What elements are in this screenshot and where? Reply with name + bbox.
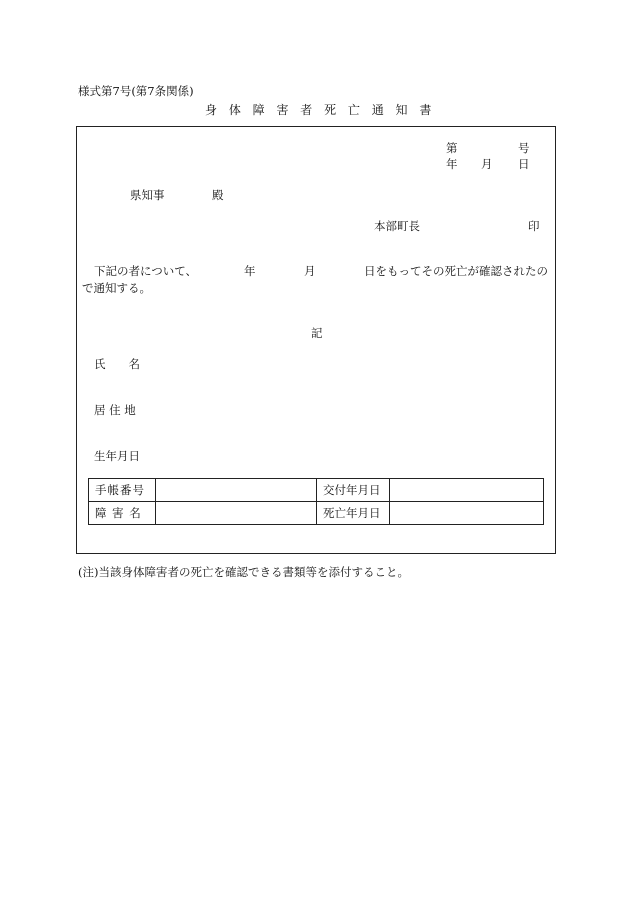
- info-table: [88, 478, 544, 525]
- disability-name-field[interactable]: [156, 502, 317, 525]
- issue-date-label: 交付年月日: [317, 479, 390, 502]
- number-go: 号: [518, 141, 530, 155]
- ki-label: 記: [311, 326, 323, 340]
- sender-title: 本部町長: [374, 219, 420, 233]
- name-label: 氏 名: [94, 357, 140, 371]
- footnote: (注)当該身体障害者の死亡を確認できる書類等を添付すること。: [78, 565, 409, 579]
- form-id: 様式第7号(第7条関係): [78, 84, 194, 98]
- body-prefix: 下記の者について、: [94, 264, 198, 278]
- body-month: 月: [304, 264, 316, 278]
- body-suffix: 日をもってその死亡が確認されたの: [364, 264, 548, 278]
- birthdate-label: 生年月日: [94, 449, 140, 463]
- seal-mark: 印: [528, 219, 540, 233]
- body-line2: で通知する。: [82, 281, 151, 295]
- addressee-office: 県知事: [130, 188, 165, 202]
- death-date-field[interactable]: [390, 502, 544, 525]
- table-row: [89, 479, 544, 502]
- death-date-label: 死亡年月日: [317, 502, 390, 525]
- issue-date-field[interactable]: [390, 479, 544, 502]
- handbook-number-field[interactable]: [156, 479, 317, 502]
- date-month: 月: [481, 157, 493, 171]
- document-title: 身 体 障 害 者 死 亡 通 知 書: [205, 103, 436, 117]
- address-label: 居 住 地: [94, 403, 136, 417]
- date-year: 年: [446, 157, 458, 171]
- disability-name-label: 障 害 名: [89, 502, 156, 525]
- handbook-number-label: 手帳番号: [89, 479, 156, 502]
- addressee-honorific: 殿: [212, 188, 224, 202]
- number-dai: 第: [446, 141, 458, 155]
- body-year: 年: [244, 264, 256, 278]
- date-day: 日: [518, 157, 530, 171]
- table-row: [89, 502, 544, 525]
